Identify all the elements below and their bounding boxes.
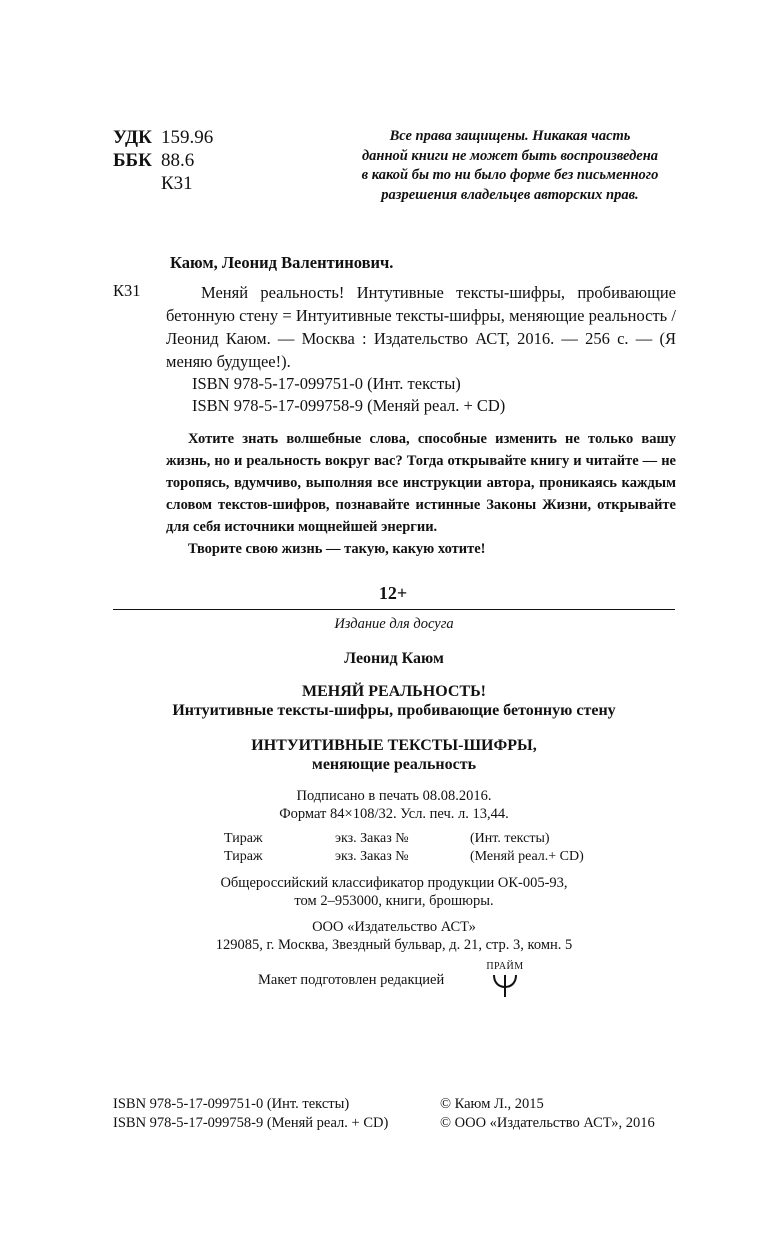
udk-row [113, 126, 213, 149]
bbk-row [113, 149, 213, 172]
copyright-line: © Каюм Л., 2015 [440, 1096, 544, 1112]
classifier-line: том 2–953000, книги, брошюры. [294, 893, 494, 909]
author-sign-value: К31 [161, 173, 193, 194]
print-run-label: Тираж [224, 831, 263, 846]
edition-type: Издание для досуга [334, 616, 454, 632]
author-sign-row [113, 172, 213, 195]
isbn-block [192, 373, 505, 417]
isbn-line: ISBN 978-5-17-099758-9 (Меняй реал. + CD) [192, 396, 506, 415]
bbk-value: 88.6 [161, 150, 195, 171]
print-run-order: экз. Заказ № [335, 831, 409, 846]
bbk-label: ББК [113, 150, 152, 171]
udk-value: 159.96 [161, 127, 214, 148]
bottom-isbn: ISBN 978-5-17-099758-9 (Меняй реал. + CD) [113, 1115, 389, 1131]
divider [113, 609, 675, 610]
author-heading: Каюм, Леонид Валентинович. [170, 253, 394, 272]
rights-line: данной книги не может быть воспроизведена [361, 147, 659, 164]
age-rating: 12+ [378, 583, 408, 603]
udk-label: УДК [113, 127, 152, 148]
title-2: ИНТУИТИВНЫЕ ТЕКСТЫ-ШИФРЫ, [251, 737, 537, 754]
prime-imprint-logo-icon [490, 972, 520, 998]
bibliographic-entry: Меняй реальность! Интутивные тексты-шифры, пробивающие бетонную стену = Интуитивные тексты-шифры, меняющие реальность / Леонид Каюм. — Москва : Издательство АСТ, 2016. — 256 с. — (Я меняю будущее!). [166, 283, 676, 371]
signed-to-print: Подписано в печать 08.08.2016. [296, 788, 492, 804]
format-line: Формат 84×108/32. Усл. печ. л. 13,44. [279, 806, 509, 822]
copyright-line: © ООО «Издательство АСТ», 2016 [440, 1115, 655, 1131]
title-1: МЕНЯЙ РЕАЛЬНОСТЬ! [302, 683, 486, 700]
print-run-edition: (Инт. тексты) [470, 831, 550, 846]
bottom-isbn: ISBN 978-5-17-099751-0 (Инт. тексты) [113, 1096, 350, 1112]
publisher-name: ООО «Издательство АСТ» [312, 919, 476, 935]
classifier-line: Общероссийский классификатор продукции ОК-005-93, [220, 875, 568, 891]
cutter-code: К31 [113, 281, 141, 300]
publisher-address: 129085, г. Москва, Звездный бульвар, д. 21, стр. 3, комн. 5 [215, 937, 573, 953]
isbn-line: ISBN 978-5-17-099751-0 (Инт. тексты) [192, 374, 461, 393]
author-name: Леонид Каюм [344, 650, 444, 667]
rights-line: Все права защищены. Никакая часть [389, 128, 631, 144]
annotation-paragraph: Хотите знать волшебные слова, способные изменить не только вашу жизнь, но и реальность вокруг вас? Тогда открывайте книгу и читайте — не торопясь, вдумчиво, выполняя все инструкции автора, проникаясь каждым словом текстов-шифров, познавайте истинные Законы Жизни, открывайте для себя источники мощнейшей энергии. [166, 431, 676, 535]
imprint-logo-text: ПРАЙМ [486, 961, 524, 972]
rights-line: разрешения владельцев авторских прав. [381, 186, 639, 203]
print-run-edition: (Меняй реал.+ CD) [470, 849, 584, 864]
subtitle-2: меняющие реальность [311, 756, 477, 773]
annotation-paragraph: Творите свою жизнь — такую, какую хотите! [188, 541, 486, 557]
author-sign-spacer [113, 172, 161, 195]
rights-line: в какой бы то ни было форме без письменного [361, 167, 659, 183]
subtitle-1: Интуитивные тексты-шифры, пробивающие бетонную стену [172, 702, 616, 719]
annotation [166, 428, 676, 560]
rights-notice [330, 127, 690, 205]
print-run-order: экз. Заказ № [335, 849, 409, 864]
print-run-label: Тираж [224, 849, 263, 864]
prepared-by: Макет подготовлен редакцией [258, 972, 445, 988]
classification-block [113, 126, 213, 195]
